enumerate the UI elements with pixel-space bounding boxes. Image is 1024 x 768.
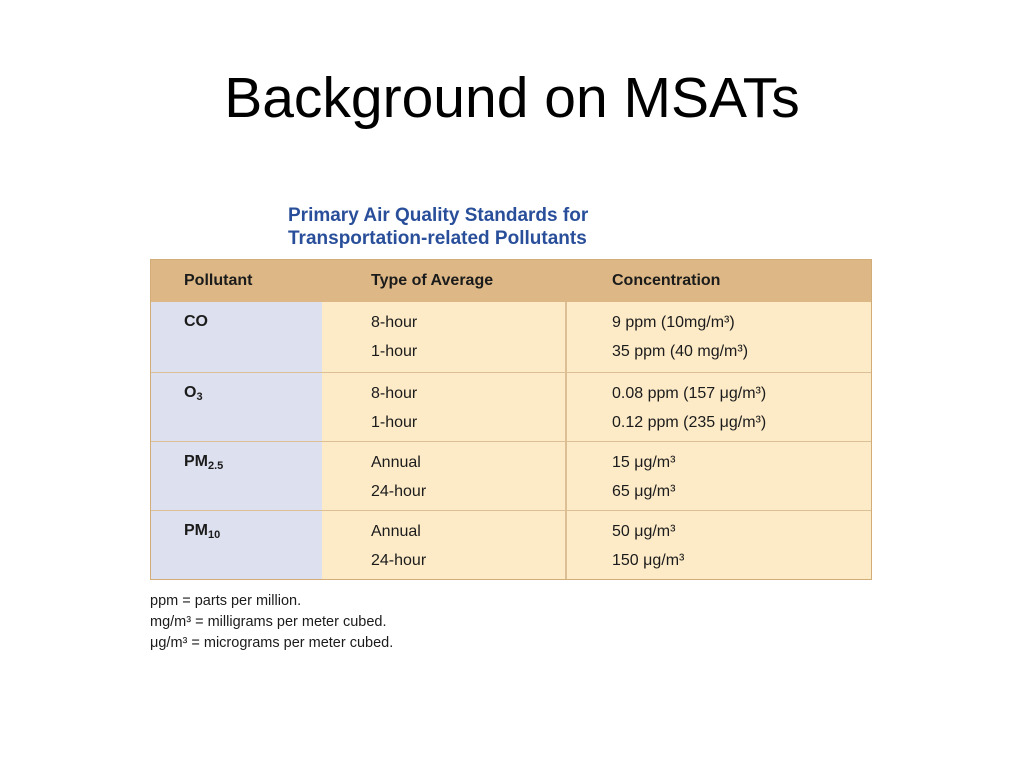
concentration-value: 65 μg/m³ [612, 483, 676, 500]
average-value: Annual [371, 454, 421, 471]
slide-title: Background on MSATs [224, 66, 800, 130]
concentration-cell [567, 511, 871, 579]
table-header-row [151, 260, 871, 302]
pollutant-cell [151, 373, 322, 441]
footnote-ppm: ppm = parts per million. [150, 593, 302, 609]
footnotes [150, 591, 393, 654]
table-row-pm25 [151, 441, 871, 510]
pollutant-cell [151, 442, 322, 510]
average-value: 1-hour [371, 343, 418, 360]
concentration-value: 150 μg/m³ [612, 552, 685, 569]
average-cell [322, 442, 567, 510]
figure-title [288, 204, 768, 250]
average-value: Annual [371, 523, 421, 540]
pollutant-subscript: 3 [196, 391, 203, 403]
average-value: 8-hour [371, 314, 418, 331]
figure-title-line-1: Primary Air Quality Standards for [288, 205, 589, 226]
table-row-pm10 [151, 510, 871, 579]
pollutant-cell [151, 302, 322, 372]
air-quality-standards-table [150, 259, 872, 580]
average-value: 24-hour [371, 483, 427, 500]
header-concentration: Concentration [612, 272, 721, 289]
average-cell [322, 302, 567, 372]
concentration-cell [567, 302, 871, 372]
table-row-o3 [151, 372, 871, 441]
pollutant-name: O [184, 384, 197, 401]
concentration-value: 0.08 ppm (157 μg/m³) [612, 385, 767, 402]
pollutant-subscript: 2.5 [208, 460, 224, 472]
pollutant-subscript: 10 [208, 529, 221, 541]
pollutant-cell [151, 511, 322, 579]
average-value: 24-hour [371, 552, 427, 569]
concentration-value: 9 ppm (10mg/m³) [612, 314, 735, 331]
concentration-value: 15 μg/m³ [612, 454, 676, 471]
table-row-co [151, 302, 871, 372]
average-value: 8-hour [371, 385, 418, 402]
header-pollutant: Pollutant [184, 272, 253, 289]
footnote-mg-m3: mg/m³ = milligrams per meter cubed. [150, 614, 387, 630]
footnote-ug-m3: μg/m³ = micrograms per meter cubed. [150, 635, 394, 651]
concentration-value: 0.12 ppm (235 μg/m³) [612, 414, 767, 431]
concentration-cell [567, 442, 871, 510]
average-value: 1-hour [371, 414, 418, 431]
pollutant-name: PM [184, 522, 208, 539]
concentration-value: 50 μg/m³ [612, 523, 676, 540]
average-cell [322, 373, 567, 441]
pollutant-name: PM [184, 453, 208, 470]
concentration-value: 35 ppm (40 mg/m³) [612, 343, 749, 360]
concentration-cell [567, 373, 871, 441]
figure-title-line-2: Transportation-related Pollutants [288, 228, 587, 249]
pollutant-name: CO [184, 313, 208, 330]
header-type-of-average: Type of Average [371, 272, 494, 289]
average-cell [322, 511, 567, 579]
